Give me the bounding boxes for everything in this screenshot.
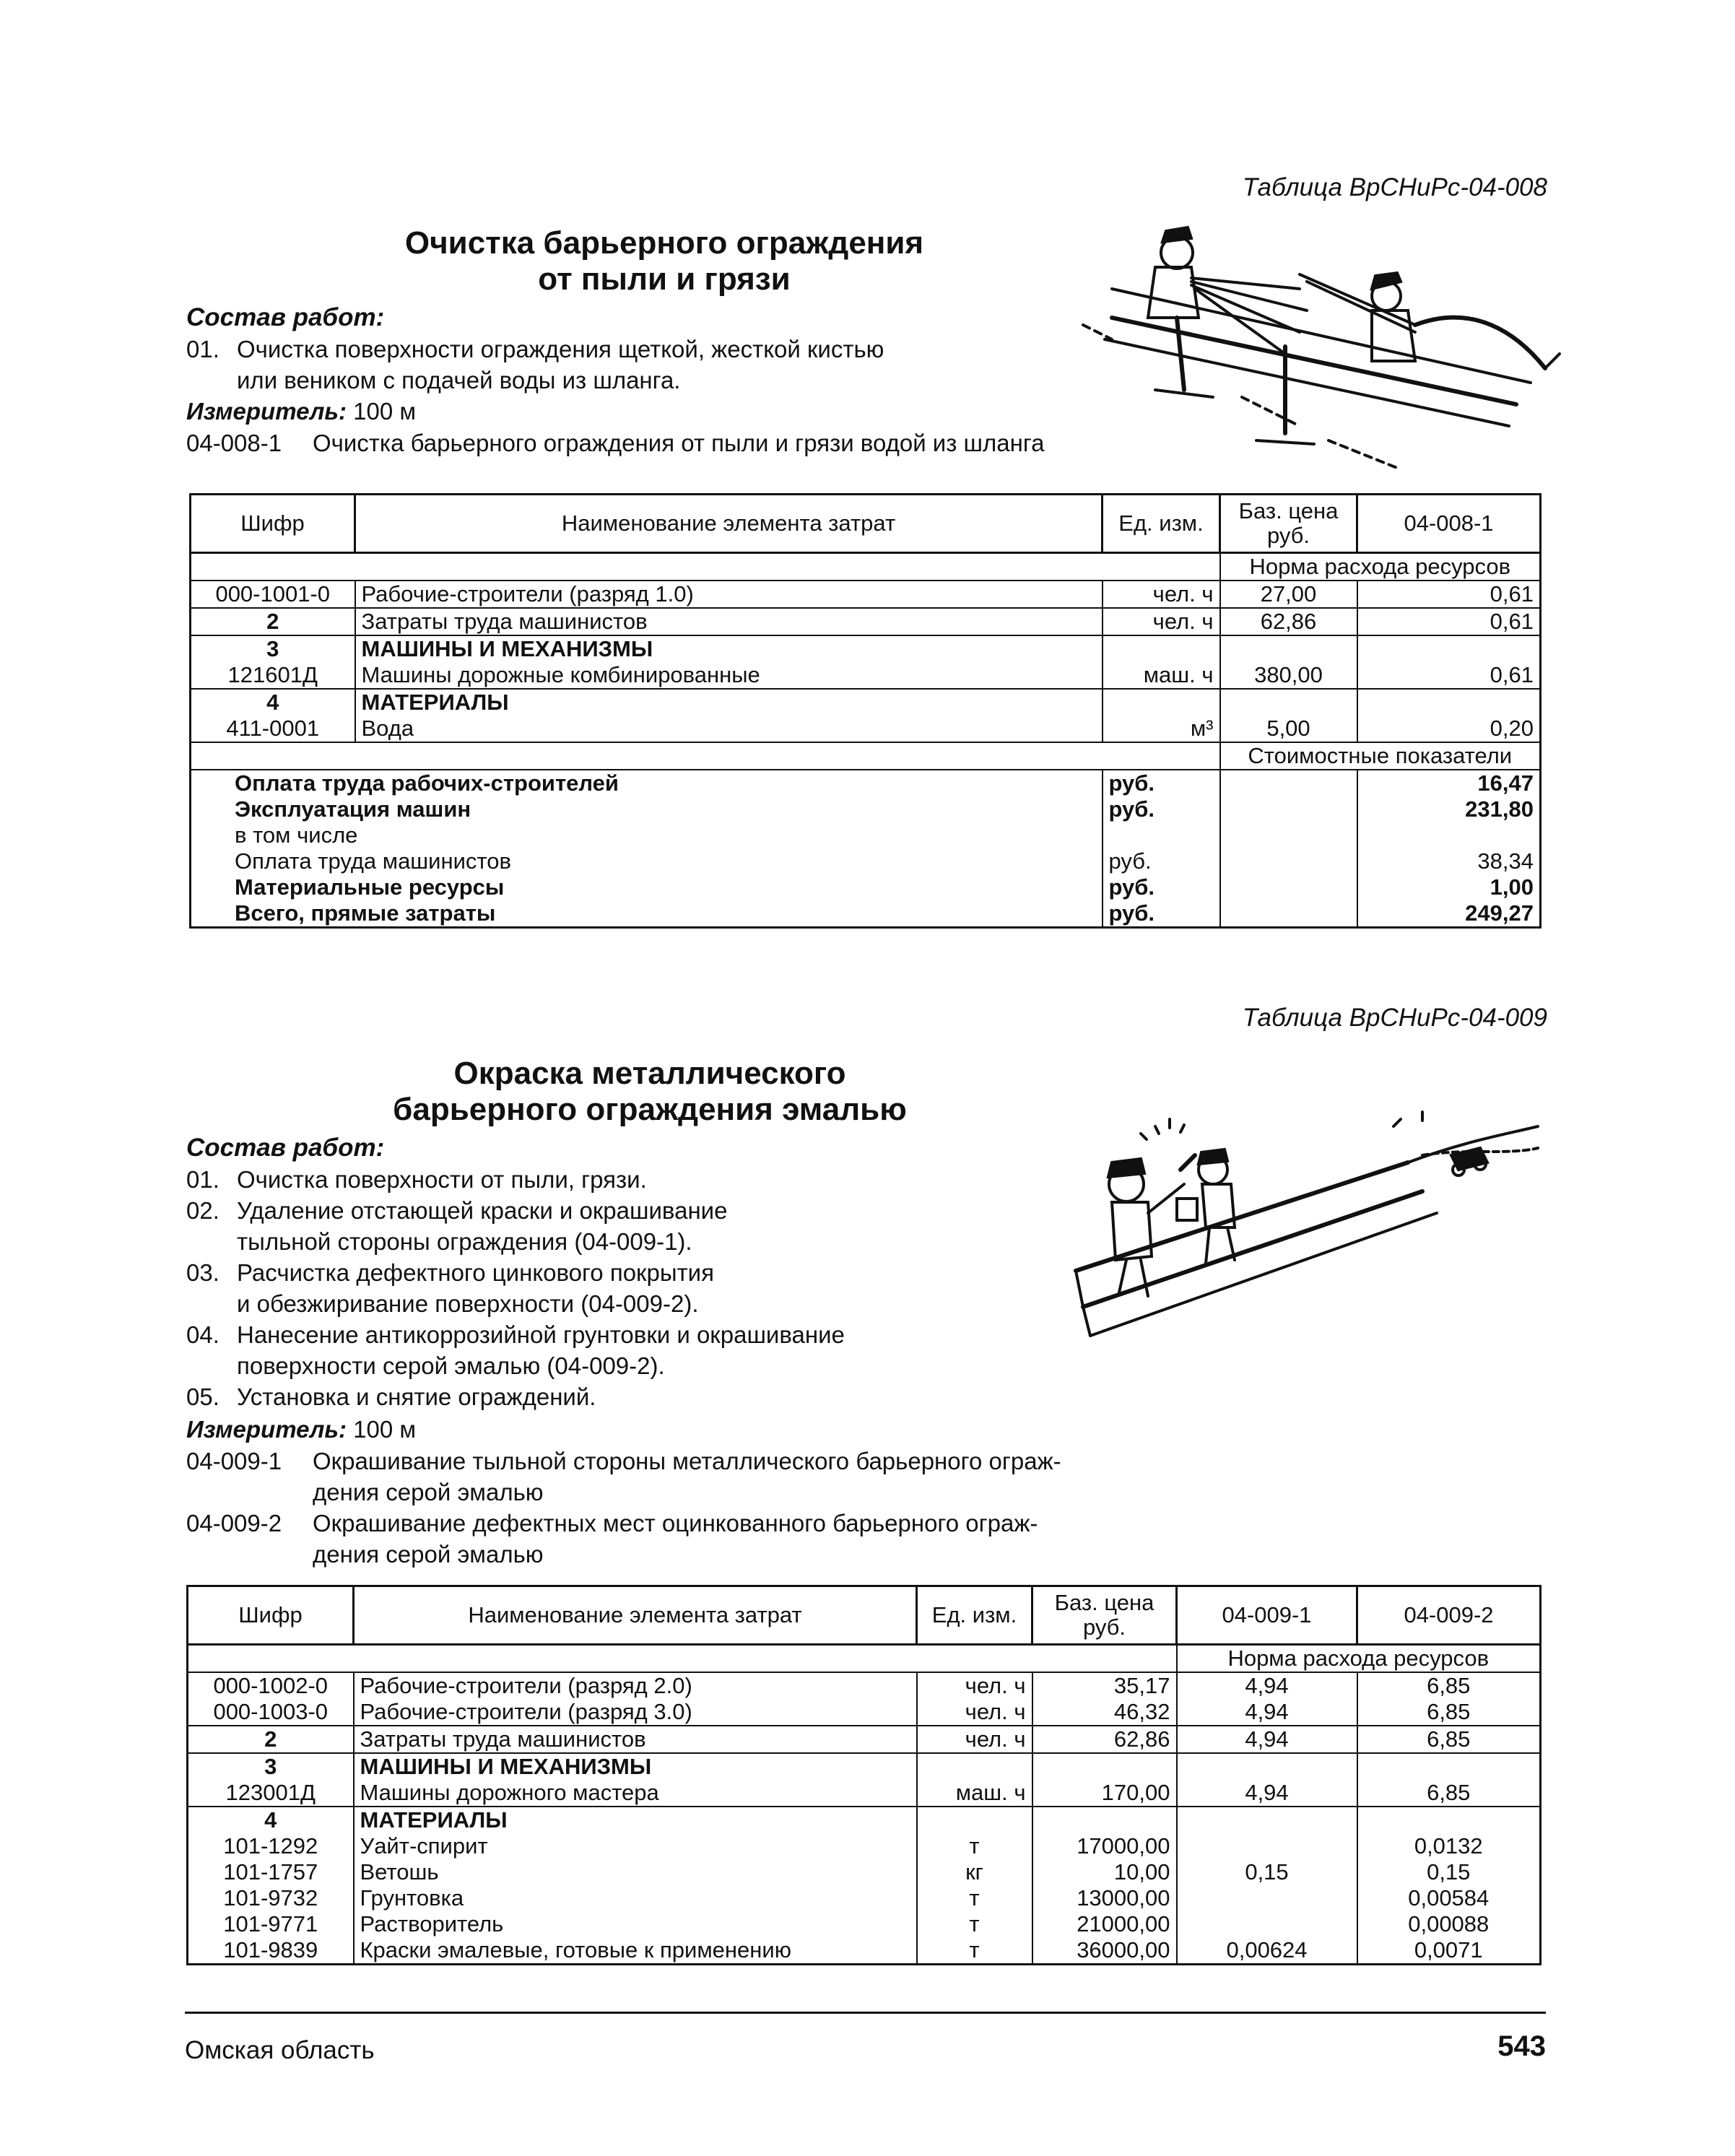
norm-label: Норма расхода ресурсов (1177, 1645, 1541, 1673)
table-row (191, 689, 1541, 716)
row-value-2: 6,85 (1357, 1672, 1541, 1699)
row-price: 62,86 (1032, 1726, 1177, 1753)
cost-row (191, 770, 1541, 796)
work-item: 03. Расчистка дефектного цинкового покрытия (186, 1259, 714, 1286)
header-name: Наименование элемента затрат (355, 495, 1103, 553)
row-price: 10,00 (1032, 1859, 1177, 1885)
row-value-1 (1177, 1807, 1357, 1833)
table-row (191, 716, 1541, 742)
row-value-1: 4,94 (1177, 1699, 1357, 1726)
footer-divider (185, 2012, 1546, 2014)
row-name: Рабочие-строители (разряд 1.0) (355, 581, 1103, 608)
work-item-continued: или веником с подачей воды из шланга. (237, 367, 681, 394)
cost-value (1357, 822, 1541, 848)
code-number: 04-009-2 (186, 1510, 282, 1536)
page-number: 543 (1497, 2030, 1546, 2062)
measure-label: Измеритель: (186, 398, 347, 425)
cost-row (191, 900, 1541, 928)
code-item (186, 1508, 1061, 1539)
row-value-1: 4,94 (1177, 1780, 1357, 1807)
cost-name: Материальные ресурсы (191, 874, 1103, 900)
row-name: МАШИНЫ И МЕХАНИЗМЫ (354, 1753, 917, 1780)
header-name: Наименование элемента затрат (354, 1586, 917, 1645)
cost-unit: руб. (1103, 796, 1220, 822)
row-unit: т (917, 1833, 1032, 1859)
code-description: Окрашивание тыльной стороны металлического барьерного ограж- (313, 1448, 1061, 1474)
cost-name: в том числе (191, 822, 1103, 848)
row-price: 36000,00 (1032, 1937, 1177, 1965)
header-col-04-008-1: 04-008-1 (1357, 495, 1541, 553)
row-price: 46,32 (1032, 1699, 1177, 1726)
row-value-2 (1357, 1807, 1541, 1833)
row-unit: кг (917, 1859, 1032, 1885)
row-value-1: 0,15 (1177, 1859, 1357, 1885)
code-description: дения серой эмалью (313, 1479, 544, 1505)
row-cipher: 101-9732 (188, 1885, 354, 1911)
row-name: Машины дорожные комбинированные (355, 662, 1103, 689)
header-price: Баз. цена руб. (1032, 1586, 1177, 1645)
row-unit (917, 1753, 1032, 1780)
code-item (186, 1446, 1061, 1477)
table-row (188, 1780, 1541, 1807)
cost-name: Оплата труда рабочих-строителей (191, 770, 1103, 796)
row-cipher: 101-1757 (188, 1859, 354, 1885)
cost-value: 38,34 (1357, 848, 1541, 874)
cost-label-row (191, 742, 1541, 770)
row-value-1 (1177, 1833, 1357, 1859)
table-row (188, 1859, 1541, 1885)
cost-value: 16,47 (1357, 770, 1541, 796)
code-description: дения серой эмалью (313, 1541, 544, 1568)
work-item: 04. Нанесение антикоррозийной грунтовки и окрашивание (186, 1321, 845, 1348)
row-value-2: 0,00584 (1357, 1885, 1541, 1911)
cost-row (191, 848, 1541, 874)
row-unit (917, 1807, 1032, 1833)
cost-unit: руб. (1103, 848, 1220, 874)
norm-label-row (188, 1645, 1541, 1673)
code-description: Очистка барьерного ограждения от пыли и грязи водой из шланга (313, 430, 1045, 456)
washing-workers-illustration (1069, 209, 1574, 484)
cost-table-04-009 (186, 1585, 1542, 1965)
section-title-04-008 (303, 225, 1025, 297)
row-cipher: 121601Д (191, 662, 355, 689)
row-value: 0,61 (1357, 662, 1541, 689)
row-name: Рабочие-строители (разряд 2.0) (354, 1672, 917, 1699)
row-cipher: 3 (188, 1753, 354, 1780)
row-value-2: 6,85 (1357, 1726, 1541, 1753)
header-price: Баз. цена руб. (1220, 495, 1357, 553)
row-name: Грунтовка (354, 1885, 917, 1911)
measure-value: 100 м (353, 1416, 417, 1443)
row-name: МАШИНЫ И МЕХАНИЗМЫ (355, 635, 1103, 662)
cost-row (191, 874, 1541, 900)
row-price (1220, 689, 1357, 716)
measure-value: 100 м (353, 398, 417, 425)
row-price (1220, 635, 1357, 662)
table-header-row (191, 495, 1541, 553)
row-unit (1103, 689, 1220, 716)
code-list (186, 1446, 1061, 1570)
row-cipher: 2 (191, 608, 355, 635)
row-price: 5,00 (1220, 716, 1357, 742)
norm-label: Норма расхода ресурсов (1220, 553, 1541, 581)
row-value-2: 6,85 (1357, 1780, 1541, 1807)
row-unit: т (917, 1911, 1032, 1937)
row-unit (1103, 635, 1220, 662)
code-number: 04-008-1 (186, 430, 282, 456)
header-cipher: Шифр (188, 1586, 354, 1645)
row-price (1032, 1753, 1177, 1780)
row-price: 62,86 (1220, 608, 1357, 635)
cost-row (191, 822, 1541, 848)
work-item: 02. Удаление отстающей краски и окрашивание (186, 1197, 728, 1224)
cost-table-04-008 (189, 493, 1542, 929)
row-value: 0,20 (1357, 716, 1541, 742)
row-unit: м³ (1103, 716, 1220, 742)
row-cipher: 4 (191, 689, 355, 716)
table-row (191, 608, 1541, 635)
row-unit: чел. ч (917, 1699, 1032, 1726)
row-name: Растворитель (354, 1911, 917, 1937)
row-cipher: 101-9839 (188, 1937, 354, 1965)
cost-unit: руб. (1103, 770, 1220, 796)
row-value-1 (1177, 1911, 1357, 1937)
section-title-04-009 (289, 1056, 1011, 1128)
norm-label-row (191, 553, 1541, 581)
row-name: Вода (355, 716, 1103, 742)
painting-workers-illustration (1061, 1097, 1552, 1365)
works-list (186, 334, 884, 396)
table-row (188, 1911, 1541, 1937)
cost-unit (1103, 822, 1220, 848)
table-row (191, 635, 1541, 662)
works-list (186, 1164, 845, 1412)
table-row (188, 1833, 1541, 1859)
table-row (191, 581, 1541, 608)
code-item-continued (186, 1539, 1061, 1570)
cost-unit: руб. (1103, 900, 1220, 928)
row-value-1: 0,00624 (1177, 1937, 1357, 1965)
header-unit: Ед. изм. (917, 1586, 1032, 1645)
row-value: 0,61 (1357, 581, 1541, 608)
header-cipher: Шифр (191, 495, 355, 553)
header-unit: Ед. изм. (1103, 495, 1220, 553)
code-number: 04-009-1 (186, 1448, 282, 1474)
row-price: 170,00 (1032, 1780, 1177, 1807)
row-price: 27,00 (1220, 581, 1357, 608)
row-value-2: 0,0132 (1357, 1833, 1541, 1859)
cost-label: Стоимостные показатели (1220, 742, 1541, 770)
row-value-1 (1177, 1753, 1357, 1780)
work-item: 01. Очистка поверхности ограждения щеткой, жесткой кистью (186, 336, 884, 362)
row-value-2: 0,0071 (1357, 1937, 1541, 1965)
row-unit: чел. ч (1103, 581, 1220, 608)
table-row (188, 1937, 1541, 1965)
title-line: от пыли и грязи (538, 261, 791, 297)
row-value-1 (1177, 1885, 1357, 1911)
code-item-continued (186, 1477, 1061, 1508)
row-name: Затраты труда машинистов (355, 608, 1103, 635)
cost-unit: руб. (1103, 874, 1220, 900)
works-heading: Состав работ: (186, 303, 385, 331)
row-name: Ветошь (354, 1859, 917, 1885)
footer-region: Омская область (185, 2036, 375, 2064)
row-name: МАТЕРИАЛЫ (355, 689, 1103, 716)
row-value (1357, 689, 1541, 716)
work-item: 01. Очистка поверхности от пыли, грязи. (186, 1166, 647, 1193)
row-unit: т (917, 1937, 1032, 1965)
code-description: Окрашивание дефектных мест оцинкованного барьерного ограж- (313, 1510, 1038, 1536)
row-value-1: 4,94 (1177, 1726, 1357, 1753)
row-cipher: 3 (191, 635, 355, 662)
row-unit: чел. ч (917, 1726, 1032, 1753)
work-item-continued: поверхности серой эмалью (04-009-2). (237, 1352, 665, 1379)
works-heading: Состав работ: (186, 1134, 385, 1162)
header-col-04-009-2: 04-009-2 (1357, 1586, 1541, 1645)
table-row (188, 1885, 1541, 1911)
row-cipher: 4 (188, 1807, 354, 1833)
row-value-1: 4,94 (1177, 1672, 1357, 1699)
title-line: барьерного ограждения эмалью (393, 1092, 907, 1127)
work-item-continued: и обезжиривание поверхности (04-009-2). (237, 1290, 699, 1317)
row-value-2: 6,85 (1357, 1699, 1541, 1726)
row-price: 21000,00 (1032, 1911, 1177, 1937)
row-cipher: 411-0001 (191, 716, 355, 742)
row-cipher: 101-9771 (188, 1911, 354, 1937)
row-value (1357, 635, 1541, 662)
cost-row (191, 796, 1541, 822)
row-cipher: 000-1001-0 (191, 581, 355, 608)
row-name: Машины дорожного мастера (354, 1780, 917, 1807)
row-cipher: 101-1292 (188, 1833, 354, 1859)
row-cipher: 123001Д (188, 1780, 354, 1807)
row-cipher: 000-1002-0 (188, 1672, 354, 1699)
cost-value: 249,27 (1357, 900, 1541, 928)
code-item (186, 427, 1045, 458)
table-row (191, 662, 1541, 689)
row-unit: т (917, 1885, 1032, 1911)
row-cipher: 2 (188, 1726, 354, 1753)
table-row (188, 1726, 1541, 1753)
table-row (188, 1753, 1541, 1780)
row-name: Краски эмалевые, готовые к применению (354, 1937, 917, 1965)
measure (186, 1414, 416, 1445)
row-price: 380,00 (1220, 662, 1357, 689)
row-unit: маш. ч (1103, 662, 1220, 689)
table-label-04-009: Таблица ВрСНиРс-04-009 (1242, 1004, 1547, 1032)
row-price: 13000,00 (1032, 1885, 1177, 1911)
table-row (188, 1807, 1541, 1833)
row-value: 0,61 (1357, 608, 1541, 635)
measure (186, 396, 416, 427)
row-price: 35,17 (1032, 1672, 1177, 1699)
title-line: Очистка барьерного ограждения (404, 225, 924, 261)
row-name: МАТЕРИАЛЫ (354, 1807, 917, 1833)
cost-value: 231,80 (1357, 796, 1541, 822)
table-label-04-008: Таблица ВрСНиРс-04-008 (1242, 173, 1547, 201)
table-row (188, 1672, 1541, 1699)
cost-name: Всего, прямые затраты (191, 900, 1103, 928)
cost-name: Оплата труда машинистов (191, 848, 1103, 874)
row-price: 17000,00 (1032, 1833, 1177, 1859)
row-value-2: 0,00088 (1357, 1911, 1541, 1937)
header-col-04-009-1: 04-009-1 (1177, 1586, 1357, 1645)
row-value-2 (1357, 1753, 1541, 1780)
cost-name: Эксплуатация машин (191, 796, 1103, 822)
row-unit: чел. ч (1103, 608, 1220, 635)
row-price (1032, 1807, 1177, 1833)
row-unit: чел. ч (917, 1672, 1032, 1699)
row-value-2: 0,15 (1357, 1859, 1541, 1885)
work-item: 05. Установка и снятие ограждений. (186, 1383, 596, 1410)
table-row (188, 1699, 1541, 1726)
row-cipher: 000-1003-0 (188, 1699, 354, 1726)
cost-value: 1,00 (1357, 874, 1541, 900)
row-name: Рабочие-строители (разряд 3.0) (354, 1699, 917, 1726)
row-unit: маш. ч (917, 1780, 1032, 1807)
table-header-row (188, 1586, 1541, 1645)
measure-label: Измеритель: (186, 1416, 347, 1443)
row-name: Затраты труда машинистов (354, 1726, 917, 1753)
row-name: Уайт-спирит (354, 1833, 917, 1859)
title-line: Окраска металлического (453, 1056, 846, 1091)
work-item-continued: тыльной стороны ограждения (04-009-1). (237, 1228, 692, 1255)
